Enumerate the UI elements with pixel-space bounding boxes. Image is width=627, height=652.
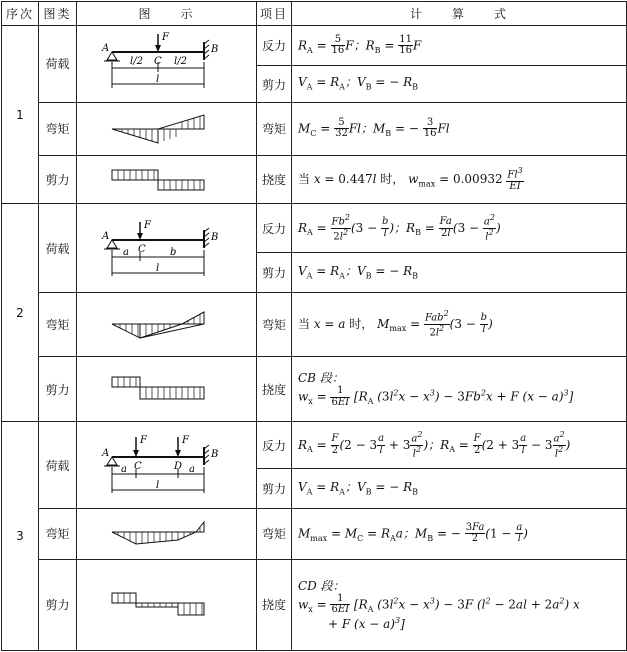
load-F-label: F: [161, 31, 169, 43]
case-2-load-label: 荷载: [39, 204, 77, 292]
case-1-item-deflection: 挠度: [257, 155, 292, 204]
support-A-label: A: [101, 42, 109, 54]
case-1-item-moment: 弯矩: [257, 102, 292, 155]
case-3-deflection-formula: CD 段： $w_x$ = $\frac{1}{6EI}$ [$R_A$ $(3l^2x - x^3) - 3F$ $(l^2 - 2al + 2a^2)$ x + F $(x - a)^3$]: [292, 559, 627, 650]
case-2-shear-label: 剪力: [39, 357, 77, 422]
case-3-moment-label: 弯矩: [39, 508, 77, 559]
dim-b: b: [169, 247, 176, 259]
load-F1-label: F: [139, 435, 147, 447]
point-D-label: D: [173, 461, 182, 473]
case-1-item-shear: 剪力: [257, 66, 292, 102]
header-item: 项目: [257, 2, 292, 26]
case-2-shear-diagram: [77, 357, 257, 422]
header-figure: 图 示: [77, 2, 257, 26]
case-1-moment-label: 弯矩: [39, 102, 77, 155]
case-1-load-diagram: [77, 25, 257, 102]
point-C-label: C: [133, 461, 142, 473]
load-F-label: F: [143, 220, 151, 232]
case-3-item-shear: 剪力: [257, 469, 292, 508]
load-F2-label: F: [181, 435, 189, 447]
case-3-reaction-formula: $R_A$ = $\frac{F}{2}$ (2 − 3 $\frac{a}{l}$ + 3 $\frac{a^2}{l^2}$ )；$R_A$ = $\frac{F}{2}$ (2 + 3 $\frac{a}{l}$ − 3 $\frac{a^2}{l^2}$ ): [292, 422, 627, 469]
beam-formula-table: [1, 1, 627, 651]
case-3-load-diagram: [77, 422, 257, 508]
case-1-load-label: 荷载: [39, 25, 77, 102]
dim-l: l: [155, 73, 159, 85]
dim-a-right: a: [188, 464, 195, 476]
case-3-moment-formula: $M_{max} = M_C = R_Aa$；$M_B$ = − $\frac{3Fa}{2}$ (1 − $\frac{a}{l}$ ): [292, 508, 627, 559]
case-2-load-diagram: [77, 204, 257, 292]
case-3-index: 3: [2, 422, 39, 651]
case-2-item-reaction: 反力: [257, 204, 292, 253]
point-C-label: C: [137, 244, 146, 256]
case-1-index: 1: [2, 25, 39, 204]
case-3-item-moment: 弯矩: [257, 508, 292, 559]
header-seq: 序次: [2, 2, 39, 26]
case-2-item-deflection: 挠度: [257, 357, 292, 422]
support-B-label: B: [210, 449, 218, 461]
point-C-label: C: [153, 55, 162, 67]
case-2-deflection-formula: CB 段： $w_x$ = $\frac{1}{6EI}$ [$R_A$ $(3l^2x - x^3) - 3Fb^2x + F$ $(x - a)^3$]: [292, 357, 627, 422]
case-3-item-deflection: 挠度: [257, 559, 292, 650]
case-2-moment-formula: 当 x = a 时， $M_{max}$ = $\frac{Fab^2}{2l^2}$ (3 − $\frac{b}{l}$ ): [292, 292, 627, 356]
case-2-item-moment: 弯矩: [257, 292, 292, 356]
case-2-index: 2: [2, 204, 39, 422]
dim-half-1: l/2: [129, 55, 143, 67]
case-2-shear-formula: $V_A = R_A$；$V_B$ = − $R_B$: [292, 253, 627, 292]
case-3-shear-label: 剪力: [39, 559, 77, 650]
dim-a-left: a: [120, 464, 127, 476]
case-1-deflection-formula: 当 x = 0.447l 时， $w_{max} = 0.00932$ $\frac{Fl^3}{EI}$: [292, 155, 627, 204]
case-1-moment-diagram: [77, 102, 257, 155]
case-2-moment-diagram: [77, 292, 257, 356]
case-1-shear-label: 剪力: [39, 155, 77, 204]
support-A-label: A: [101, 231, 109, 243]
case-1-reaction-formula: $R_A$ = $\frac{5}{16}$ F；$R_B$ = $\frac{11}{16}$ F: [292, 25, 627, 65]
header-formula: 计 算 式: [292, 2, 627, 26]
dim-l: l: [155, 263, 159, 275]
dim-l: l: [155, 480, 159, 492]
case-3-shear-formula: $V_A = R_A$；$V_B$ = − $R_B$: [292, 469, 627, 508]
case-3-shear-diagram: [77, 559, 257, 650]
dim-half-2: l/2: [173, 55, 187, 67]
dim-a: a: [122, 247, 129, 259]
support-B-label: B: [210, 232, 218, 244]
support-A-label: A: [101, 448, 109, 460]
case-3-load-label: 荷载: [39, 422, 77, 508]
case-3-moment-diagram: [77, 508, 257, 559]
case-2-moment-label: 弯矩: [39, 292, 77, 356]
case-1-shear-diagram: [77, 155, 257, 204]
support-B-label: B: [210, 43, 218, 55]
case-1-moment-formula: $M_C$ = $\frac{5}{32}$ Fl；$M_B$ = − $\frac{3}{16}$ Fl: [292, 102, 627, 155]
case-1-item-reaction: 反力: [257, 25, 292, 65]
header-type: 图类: [39, 2, 77, 26]
header-row: [2, 2, 627, 26]
case-2-reaction-formula: $R_A$ = $\frac{Fb^2}{2l^2}$ (3 − $\frac{b}{l}$ )；$R_B$ = $\frac{Fa}{2l}$ (3 − $\frac{a^2}{l^2}$ ): [292, 204, 627, 253]
case-3-item-reaction: 反力: [257, 422, 292, 469]
case-1-shear-formula: $V_A = R_A$；$V_B$ = − $R_B$: [292, 66, 627, 102]
case-2-item-shear: 剪力: [257, 253, 292, 292]
